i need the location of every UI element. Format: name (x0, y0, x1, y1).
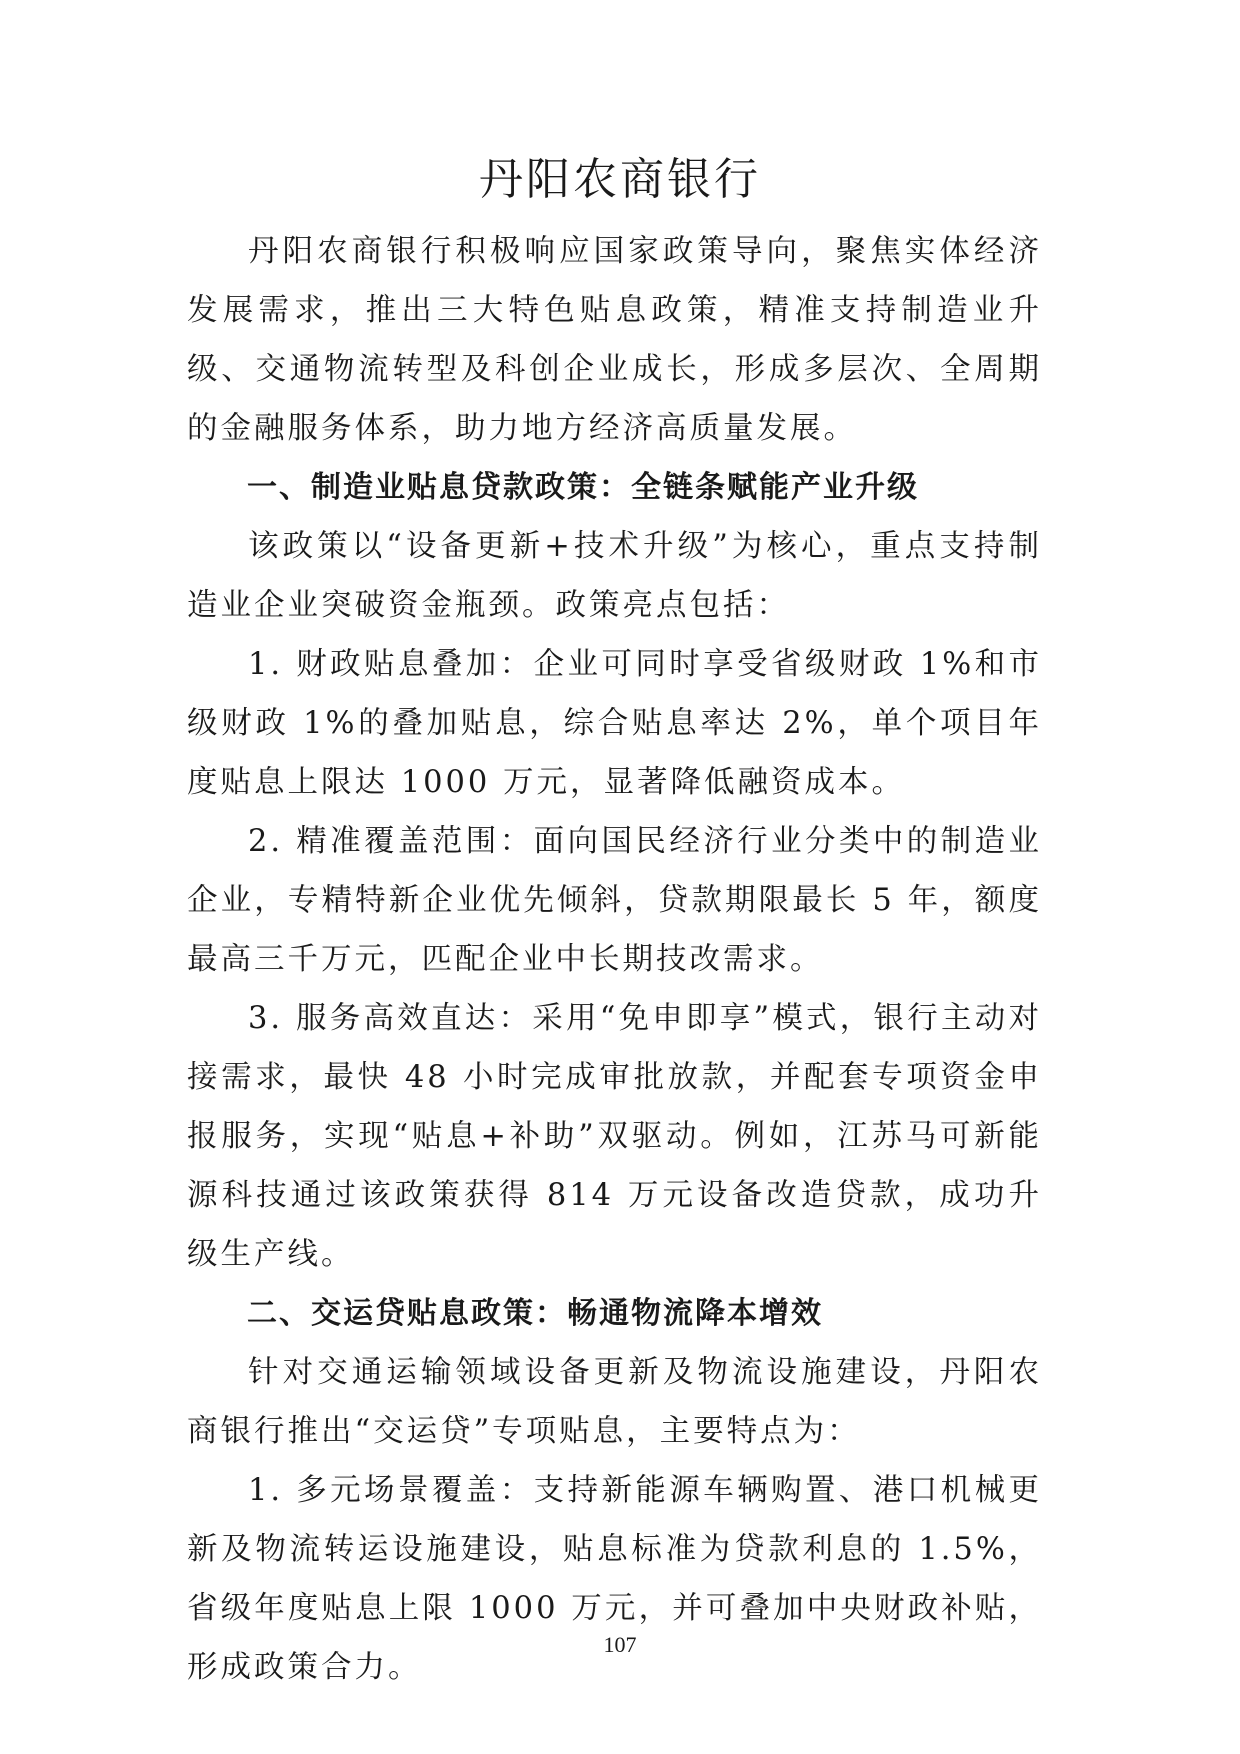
section-1-intro: 该政策以“设备更新+技术升级”为核心，重点支持制造业企业突破资金瓶颈。政策亮点包括： (187, 529, 1042, 623)
document-body (187, 222, 1042, 1697)
section-2-heading: 二、交运贷贴息政策：畅通物流降本增效 (247, 1296, 823, 1331)
section-1-item-1: 1. 财政贴息叠加：企业可同时享受省级财政 1%和市级财政 1%的叠加贴息，综合贴息率达 2%，单个项目年度贴息上限达 1000 万元，显著降低融资成本。 (187, 647, 1042, 800)
section-2-item-1: 1. 多元场景覆盖：支持新能源车辆购置、港口机械更新及物流转运设施建设，贴息标准为贷款利息的 1.5%，省级年度贴息上限 1000 万元，并可叠加中央财政补贴，形成政策合力。 (187, 1473, 1042, 1685)
page-number: 107 (603, 1632, 637, 1657)
section-1-item-2: 2. 精准覆盖范围：面向国民经济行业分类中的制造业企业，专精特新企业优先倾斜，贷款期限最长 5 年，额度最高三千万元，匹配企业中长期技改需求。 (187, 824, 1042, 977)
page-title: 丹阳农商银行 (479, 154, 761, 205)
section-1-heading: 一、制造业贴息贷款政策：全链条赋能产业升级 (247, 470, 919, 505)
section-1-item-3: 3. 服务高效直达：采用“免申即享”模式，银行主动对接需求，最快 48 小时完成审批放款，并配套专项资金申报服务，实现“贴息+补助”双驱动。例如，江苏马可新能源科技通过该政策获得 814 万元设备改造贷款，成功升级生产线。 (187, 1001, 1042, 1272)
section-2-intro: 针对交通运输领域设备更新及物流设施建设，丹阳农商银行推出“交运贷”专项贴息，主要特点为： (187, 1355, 1042, 1449)
intro-paragraph: 丹阳农商银行积极响应国家政策导向，聚焦实体经济发展需求，推出三大特色贴息政策，精准支持制造业升级、交通物流转型及科创企业成长，形成多层次、全周期的金融服务体系，助力地方经济高质量发展。 (187, 234, 1042, 446)
